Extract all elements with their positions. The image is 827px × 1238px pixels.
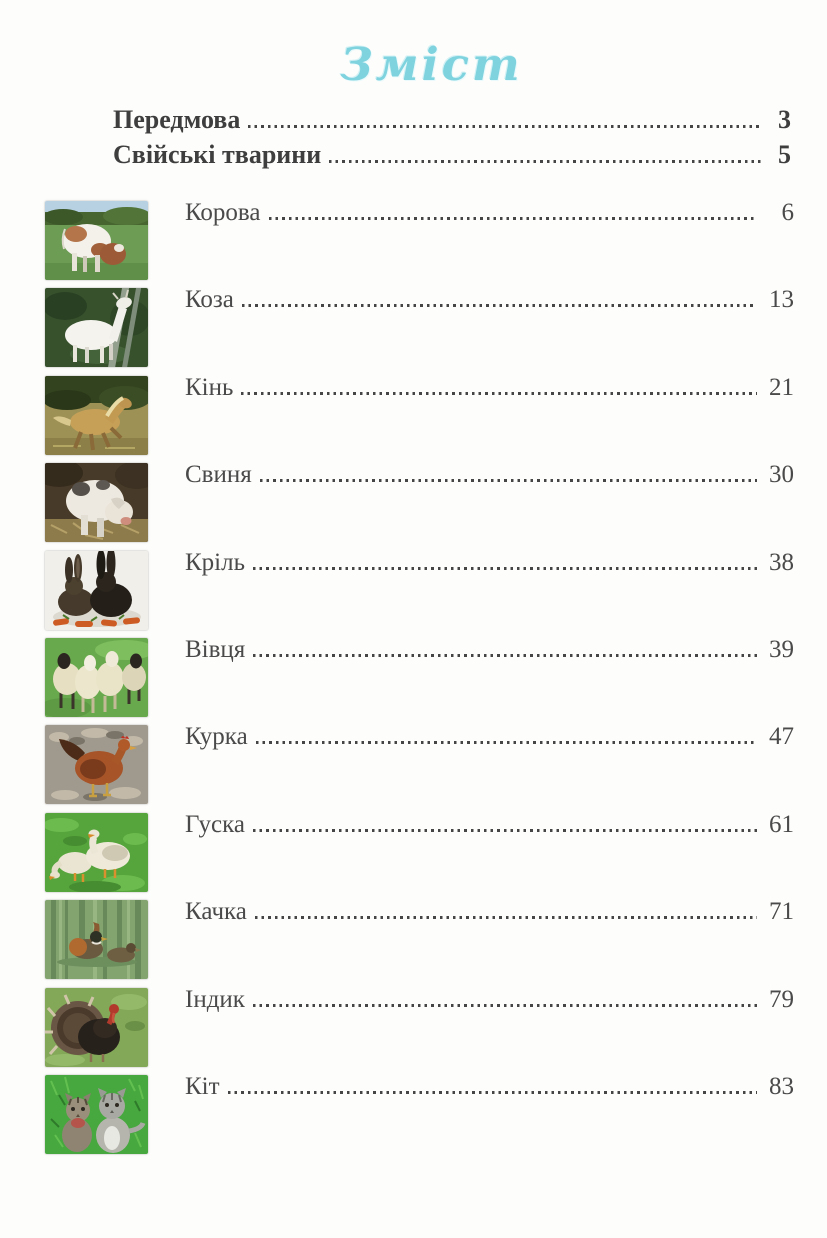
section-label: Свійські тварини xyxy=(113,140,322,169)
dot-leader xyxy=(228,1091,757,1094)
toc-page xyxy=(0,38,827,1238)
chicken-photo xyxy=(45,725,148,804)
page-number: 6 xyxy=(781,199,794,226)
page-title: Зміст xyxy=(340,38,523,91)
page-number: 13 xyxy=(769,286,794,314)
toc-head-section xyxy=(113,102,791,172)
dot-leader xyxy=(253,567,757,570)
page-number: 3 xyxy=(778,105,791,134)
goat-photo xyxy=(45,288,148,367)
goose-photo xyxy=(45,813,148,892)
toc-section-row xyxy=(113,137,791,172)
entry-label: Кіт xyxy=(185,1072,220,1100)
page-number: 71 xyxy=(769,898,794,926)
toc-entry-row xyxy=(0,900,827,987)
dot-leader xyxy=(269,217,757,220)
page-number: 83 xyxy=(769,1072,794,1100)
entry-label: Гуска xyxy=(185,810,245,838)
dot-leader xyxy=(256,741,757,744)
toc-entry-row xyxy=(0,635,827,725)
dot-leader xyxy=(241,392,757,395)
page-number: 47 xyxy=(769,723,794,751)
duck-photo xyxy=(45,900,148,979)
entry-label: Корова xyxy=(185,199,261,226)
section-label: Передмова xyxy=(113,105,241,134)
entry-label: Кріль xyxy=(185,548,245,576)
toc-entry-row xyxy=(0,201,827,288)
dot-leader xyxy=(255,916,757,919)
toc-entry-row xyxy=(0,373,827,463)
cat-photo xyxy=(45,1075,148,1154)
entry-label: Курка xyxy=(185,723,248,751)
entry-label: Коза xyxy=(185,286,234,314)
entry-label: Свиня xyxy=(185,461,252,489)
dot-leader xyxy=(253,1004,757,1007)
entry-label: Вівця xyxy=(185,635,246,663)
toc-entry-row xyxy=(0,463,827,550)
cow-photo xyxy=(45,201,148,280)
toc-entry-row xyxy=(0,810,827,900)
entry-label: Кінь xyxy=(185,373,234,401)
toc-entry-row xyxy=(0,985,827,1075)
dot-leader xyxy=(260,479,757,482)
entry-label: Качка xyxy=(185,898,247,926)
page-number: 79 xyxy=(769,985,794,1013)
toc-section-row xyxy=(113,102,791,137)
dot-leader xyxy=(248,125,762,128)
entry-label: Індик xyxy=(185,985,245,1013)
rabbit-photo xyxy=(45,551,148,630)
toc-entry-list xyxy=(0,201,827,1162)
page-number: 21 xyxy=(769,373,794,401)
dot-leader xyxy=(253,829,757,832)
toc-entry-row xyxy=(0,288,827,375)
page-number: 61 xyxy=(769,810,794,838)
horse-photo xyxy=(45,376,148,455)
sheep-photo xyxy=(45,638,148,717)
pig-photo xyxy=(45,463,148,542)
toc-entry-row xyxy=(0,548,827,638)
page-number: 39 xyxy=(769,635,794,663)
toc-entry-row xyxy=(0,725,827,812)
toc-entry-row xyxy=(0,1072,827,1162)
dot-leader xyxy=(329,160,762,163)
dot-leader xyxy=(253,654,757,657)
dot-leader xyxy=(242,304,757,307)
page-number: 30 xyxy=(769,461,794,489)
page-number: 5 xyxy=(778,140,791,169)
page-number: 38 xyxy=(769,548,794,576)
turkey-photo xyxy=(45,988,148,1067)
